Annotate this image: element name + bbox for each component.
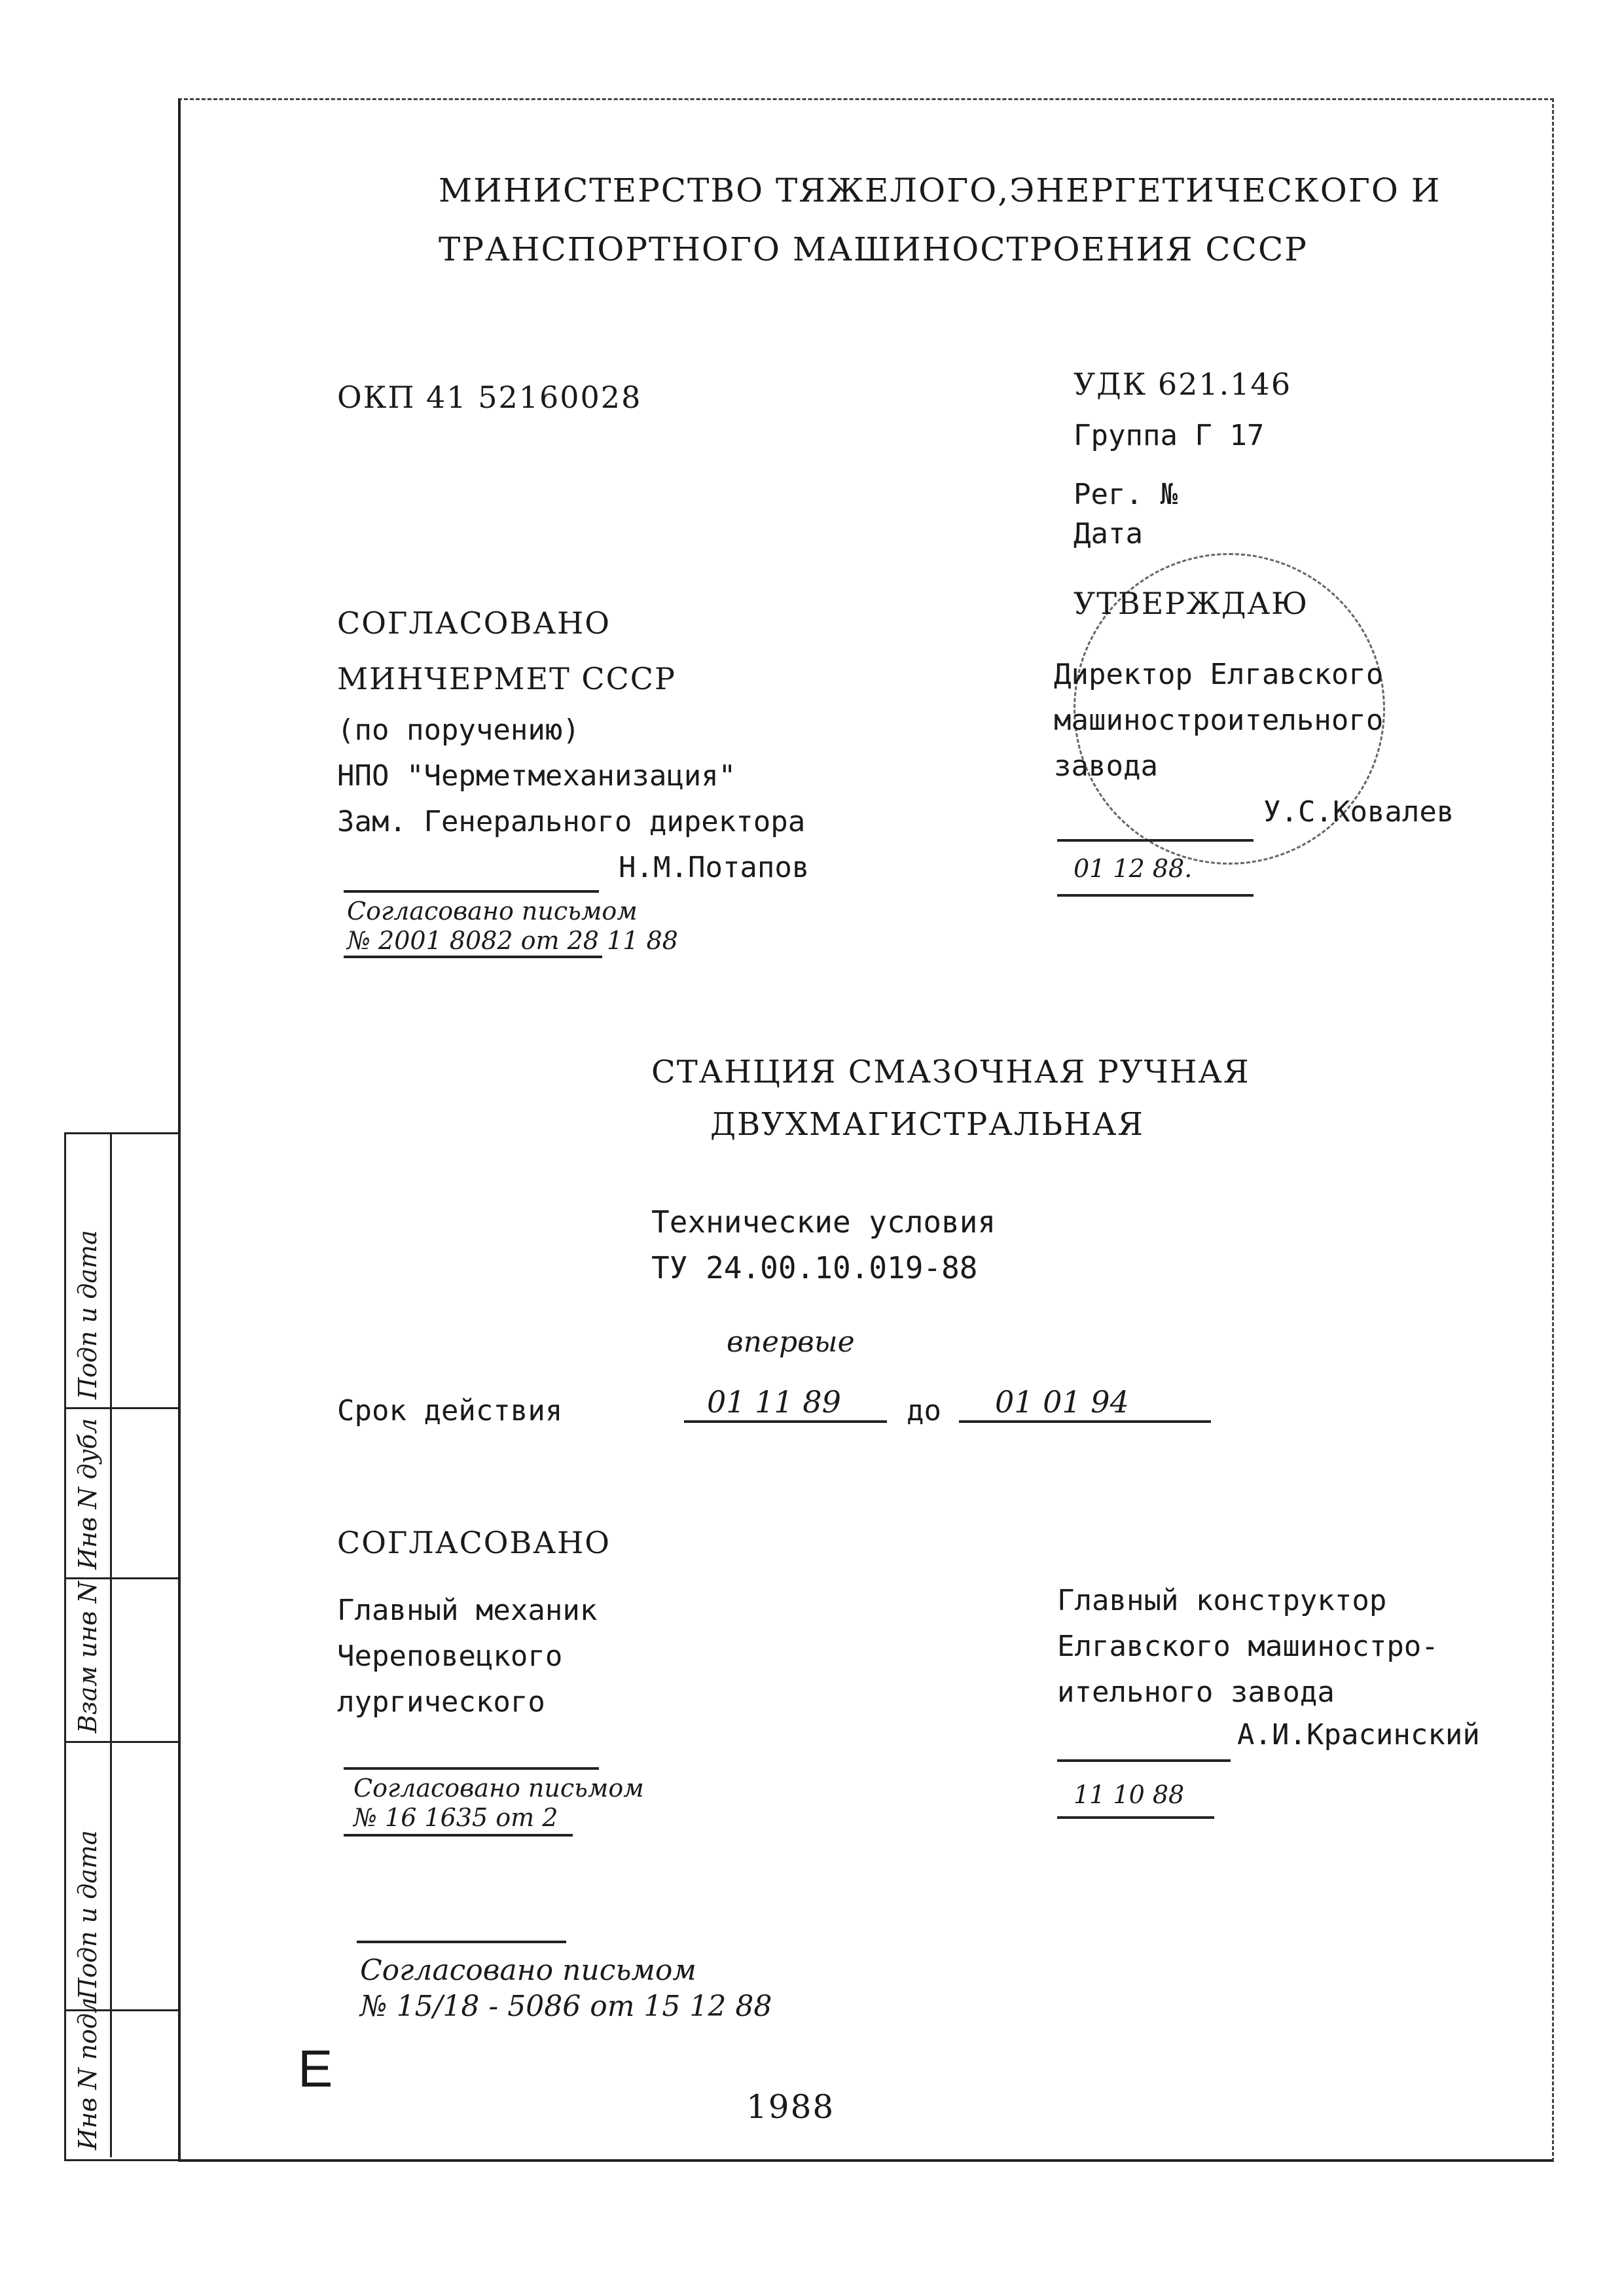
- udk-code: УДК 621.146: [1074, 367, 1292, 402]
- underline: [1057, 1816, 1214, 1819]
- signature-line: [1057, 839, 1254, 842]
- approved-title: УТВЕРЖДАЮ: [1074, 586, 1309, 621]
- underline: [1057, 894, 1254, 897]
- product-title-line-2: ДВУХМАГИСТРАЛЬНАЯ: [710, 1106, 1145, 1143]
- approved-date: 01 12 88.: [1074, 854, 1193, 883]
- side-label-inv-podl: Инв N подл: [73, 1997, 102, 2150]
- ministry-line-2: ТРАНСПОРТНОГО МАШИНОСТРОЕНИЯ СССР: [439, 230, 1308, 268]
- okp-code: ОКП 41 52160028: [337, 380, 642, 415]
- group-code: Группа Г 17: [1074, 419, 1265, 452]
- underline: [344, 1834, 573, 1837]
- agreed-bottom-line-2: Череповецкого: [337, 1640, 563, 1673]
- agreed-title: СОГЛАСОВАНО: [337, 605, 611, 641]
- agreed-org: МИНЧЕРМЕТ СССР: [337, 661, 676, 696]
- year: 1988: [746, 2088, 835, 2126]
- side-label-podp-data-1: Подп и дата: [73, 1830, 102, 2000]
- approved-line-2: машиностроительного: [1054, 704, 1384, 737]
- approved-line-3: завода: [1054, 749, 1158, 783]
- validity-from: 01 11 89: [707, 1384, 841, 1420]
- signature-line: [344, 890, 599, 893]
- bottom-agreed-handwritten-2: № 15/18 - 5086 от 15 12 88: [360, 1990, 772, 2023]
- side-divider: [64, 1407, 178, 1409]
- validity-to-label: до: [907, 1394, 941, 1427]
- chief-designer-name: А.И.Красинский: [1237, 1718, 1480, 1751]
- signature-line: [344, 1767, 599, 1770]
- signature-line: [1057, 1759, 1231, 1762]
- agreed-bottom-line-1: Главный механик: [337, 1594, 598, 1627]
- side-divider: [64, 1741, 178, 1743]
- side-label-podp-data-2: Подп и дата: [73, 1230, 102, 1399]
- spec-code: ТУ 24.00.10.019-88: [651, 1250, 978, 1285]
- side-label-vzam-inv: Взам инв N: [73, 1581, 102, 1733]
- underline: [344, 956, 602, 958]
- side-divider: [64, 1577, 178, 1579]
- spec-title: Технические условия: [651, 1204, 996, 1240]
- approved-line-1: Директор Елгавского: [1054, 658, 1384, 691]
- agreed-bottom-line-3: лургического: [337, 1685, 545, 1719]
- product-title-line-1: СТАНЦИЯ СМАЗОЧНАЯ РУЧНАЯ: [651, 1054, 1250, 1090]
- agreed-handwritten-2: № 2001 8082 от 28 11 88: [347, 926, 678, 955]
- signature-line: [357, 1941, 566, 1943]
- underline: [684, 1420, 887, 1423]
- agreed-handwritten-1: Согласовано письмом: [347, 897, 638, 925]
- ministry-line-1: МИНИСТЕРСТВО ТЯЖЕЛОГО,ЭНЕРГЕТИЧЕСКОГО И: [439, 171, 1441, 209]
- date-label: Дата: [1074, 517, 1143, 550]
- bottom-agreed-handwritten-1: Согласовано письмом: [360, 1954, 696, 1987]
- chief-designer-date: 11 10 88: [1074, 1780, 1185, 1809]
- approved-name: У.С.Ковалев: [1263, 795, 1454, 829]
- agreed-bottom-handwritten-2: № 16 1635 от 2: [353, 1803, 558, 1832]
- letter-mark: Е: [298, 2039, 333, 2098]
- validity-first: впервые: [727, 1325, 855, 1359]
- chief-designer-line-2: Елгавского машиностро-: [1057, 1630, 1439, 1663]
- agreed-note: (по поручению): [337, 713, 580, 747]
- reg-number-label: Рег. №: [1074, 478, 1178, 511]
- validity-to: 01 01 94: [995, 1384, 1129, 1420]
- chief-designer-line-1: Главный конструктор: [1057, 1584, 1387, 1617]
- chief-designer-line-3: ительного завода: [1057, 1676, 1335, 1709]
- underline: [959, 1420, 1211, 1423]
- agreed-position: Зам. Генерального директора: [337, 805, 806, 838]
- agreed-bottom-handwritten-1: Согласовано письмом: [353, 1774, 644, 1803]
- agreed-name: Н.М.Потапов: [619, 851, 810, 884]
- side-label-inv-dubl: Инв N дубл: [73, 1418, 102, 1570]
- validity-label: Срок действия: [337, 1394, 563, 1427]
- agreed-bottom-title: СОГЛАСОВАНО: [337, 1525, 611, 1560]
- agreed-npo: НПО "Черметмеханизация": [337, 759, 736, 793]
